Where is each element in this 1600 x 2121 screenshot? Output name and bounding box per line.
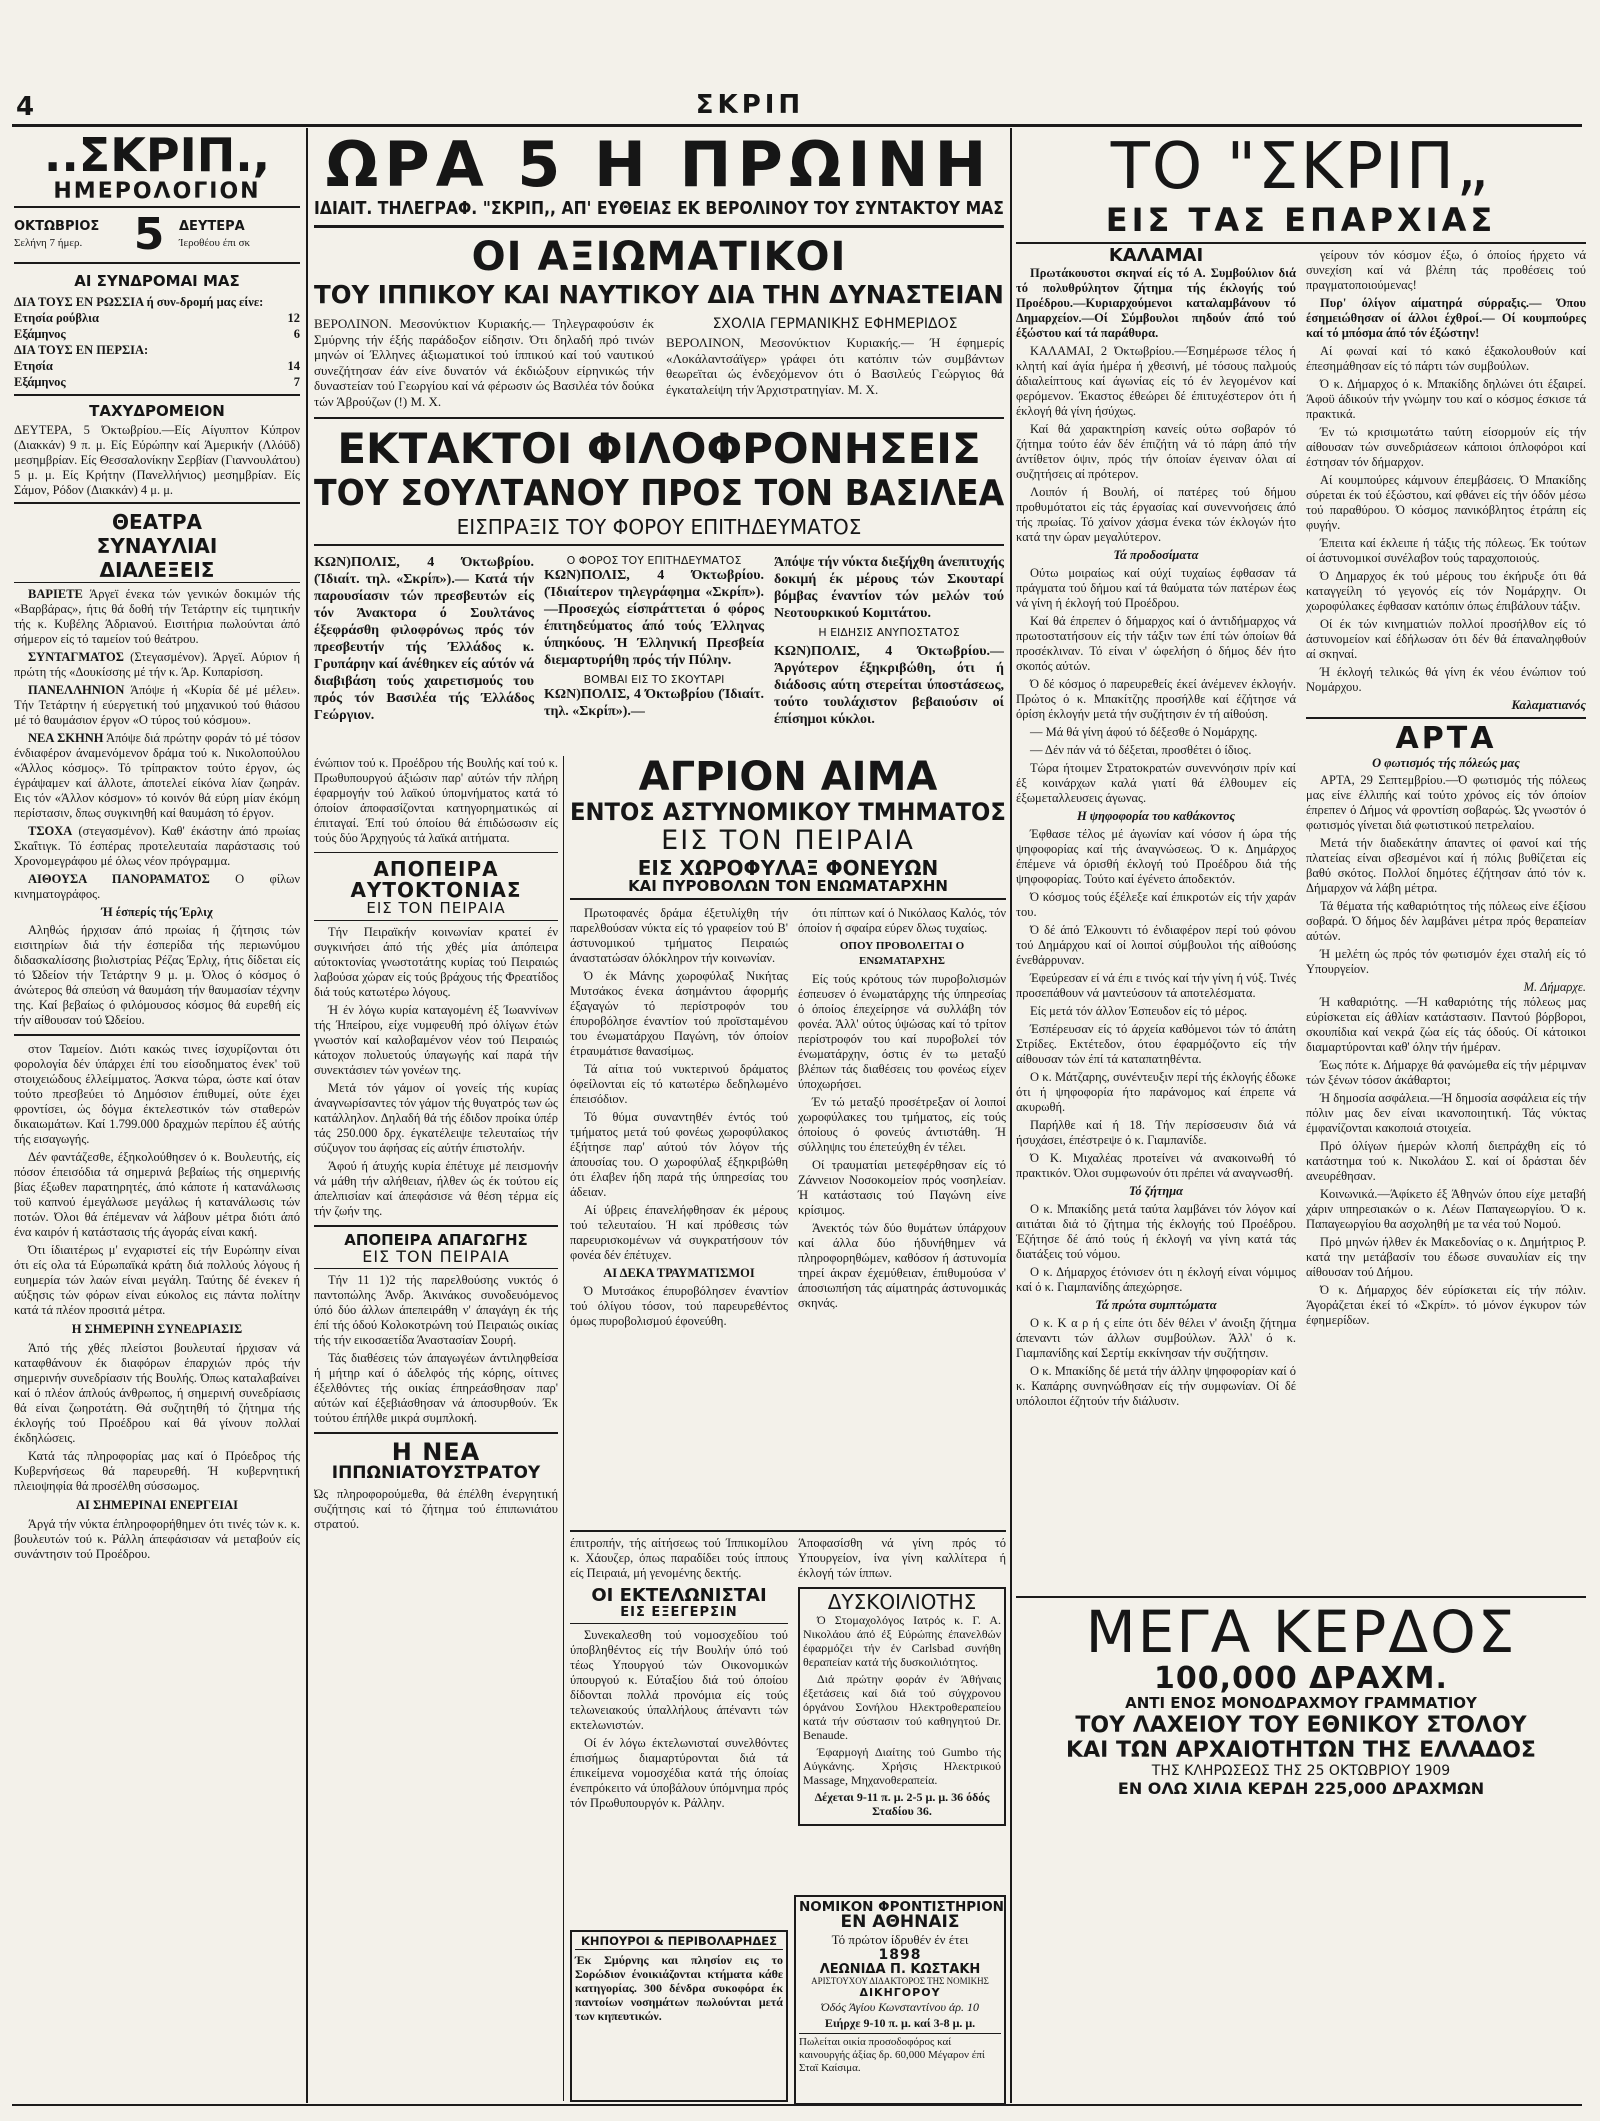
arta-title: ΑΡΤΑ xyxy=(1395,720,1497,756)
calendar-saint: Ίεροθέου έπι σκ xyxy=(179,237,251,250)
abduction-title-2: ΕΙΣ ΤΟΝ ΠΕΙΡΑΙΑ xyxy=(314,1249,558,1270)
col1-continuation: στον Ταμείον. Διότι κακώς τινες ίσχυρίζονται ότι φορολογία δέν ύπάρχει έπί του είσοδηματος ένεκ' τοϋ στοιχειώδους έλλείμματος. Άσκνα τώρα, ώστε καί όταν τούτο πρεσβεύει τό Δημόσιον έπιθυμεί, ούτε έχει φροντίσει, ώς δόγμα έκτελεστικόν τών σταθερών δικαιωμάτων. Καί 1.799.000 δραχμών περίπου έξ αύτής τής εισαγωγής. Δέν φαντάζεσθε, έξηκολούθησεν ό κ. Βουλευτής, είς πόσον έπεισόδια τά σημερινά βεβαίως τής σημερινής βίας έξωθεν παρατηρητές, άπό κάποτε ή κατανάλωσις τοϋ καπνού έμεγάλωσε μεγάλως ή κατανάλωσις τών ποτών. Όλοι θά έπέμεναν νά λάβουν μέτρα διότι άπό ένα καιρόν ή κατάστασις τής άγοράς είναι κακή. Ότι ίδιαιτέρως μ' ενχαριστεί είς τήν Ευρώπην είναι ότι είς ολα τά Εύρωπαϊκά κράτη διά πολλούς λόγους ή ευημερία τών λαών είναι μεγάλη. Ταύτης δέ ένεκεν ή αύξησις τών φόρων είναι εύκολος εις πάντα πολίτην κατά τά πλέον προσιτά μέτρα. Η ΣΗΜΕΡΙΝΗ ΣΥΝΕΔΡΙΑΣΙΣ Άπό τής χθές πλείστοι βουλευταί ήρχισαν νά καταφθάνουν έκ διαφόρων έπαρχιών πρός τήν σημερινήν συνεδρίασιν τής Βουλής. Όπως καταλαβαίνει καί ό πλέον άπλούς άνθρωπος, ή σημερινή συνεδρίασις θά είναι ζωηροτάτη. Θά συζητηθή τό ζήτημα τής έκλογής τού Προέδρου καί θά γίνουν πολλαί έκδηλώσεις. Κατά τάς πληροφορίας μας καί ό Πρόεδρος τής Κυβερνήσεως θά παρευρεθή. Ή κυβερνητική πλειοψηφία θά προσέλθη σύσσωμος. ΑΙ ΣΗΜΕΡΙΝΑΙ ΕΝΕΡΓΕΙΑΙ Άργά τήν νύκτα έπληροφορήθημεν ότι τινές τών κ. κ. βουλευτών τού κ. Ράλλη άπεφάσισαν νά μεταβούν είς συνάντησιν τού Προέδρου. xyxy=(14,1042,300,1562)
center-left-column xyxy=(314,756,558,2106)
section-rule xyxy=(14,1034,300,1036)
law-school-title: ΝΟΜΙΚΟΝ ΦΡΟΝΤΙΣΤΗΡΙΟΝ xyxy=(799,1899,1004,1915)
bottom-rule xyxy=(12,2104,1582,2106)
sultan-left: ΚΩΝ)ΠΟΛΙΣ, 4 Όκτωβρίου. (Ίδιαίτ. τηλ. «Σκρίπ»).— Κατά τήν παρουσίασιν τών πρεσβευτών είς τόν Άνακτορα ό Σουλτάνος έξεφράσθη φιλοφρόνως πρός τόν πρεσβευτήν τής Έλλάδος κ. Γρυπάρην καί άνέθηκεν είς αύτόν νά διαβιβάση τούς χαιρετισμούς του πρός τόν Βασιλέα τής Έλλάδος Γεώργιον. xyxy=(314,555,534,724)
subscriptions-russia-row: Ετησία ρούβλια 12 Εξάμηνος 6 xyxy=(14,311,300,342)
banner-title: ΩΡΑ 5 Η ΠΡΩΙΝΗ xyxy=(325,130,993,201)
difficulty-text: Ό Στομαχολόγος Ιατρός κ. Γ. Α. Νικολάου άπό έξ Εύρώπης έπανελθών έφαρμόζει τήν έν Carlsbad συνήθη θεραπείαν κατά τής δυσκοιλιότητος. Διά πρώτην φοράν έν Άθήναις έξετάσεις καί διά τού σύγχρονου όργάνου Σονήλου Ηλεκτροθεραπείου κατά τήν σύστασιν τού καθηγητού Dr. Benaude. Έφαρμογή Διαίτης τού Gumbo τής Αύγκάνης. Χρήσις Ηλεκτρικού Massage, Μηχανοθεραπεία. Δέχεται 9-11 π. μ. 2-5 μ. μ. 36 όδός Σταδίου 36. xyxy=(803,1613,1001,1818)
hippo-text: Ώς πληροφορούμεθα, θά έπέλθη ένεργητική συζήτησις καί τό ζήτημα τού έπιπωνιάτου στρατού. xyxy=(314,1487,558,1532)
subscriptions-persia-row: Ετησία 14 Εξάμηνος 7 xyxy=(14,358,300,396)
bombs-text: ΚΩΝ)ΠΟΛΙΣ, 4 Όκτωβρίου (Ίδιαίτ. τηλ. «Σκρίπ»).— xyxy=(544,687,764,720)
wild-blood-subtitle-3: ΕΙΣ ΧΩΡΟΦΥΛΑΞ ΦΟΝΕΥΩΝ xyxy=(637,855,939,880)
section-rule xyxy=(1306,717,1586,719)
bombs-title: ΒΟΜΒΑΙ ΕΙΣ ΤΟ ΣΚΟΥΤΑΡΙ xyxy=(583,673,725,687)
energy-title: ΑΙ ΣΗΜΕΡΙΝΑΙ ΕΝΕΡΓΕΙΑΙ xyxy=(76,1498,238,1513)
subscriptions-persia: ΔΙΑ ΤΟΥΣ ΕΝ ΠΕΡΣΙΑ: xyxy=(14,343,149,358)
calendar-moon: Σελήνη 7 ήμερ. xyxy=(14,237,83,250)
sultan-right: Άπόψε τήν νύκτα διεξήχθη άνεπιτυχής δοκιμή έκ μέρους τών Σκουταρί βόμβας έναντίον τών μελών τού Νεοτουρκικού Κομιτάτου. xyxy=(774,555,1004,622)
lottery-amount: 100,000 ΔΡΑΧΜ. xyxy=(1154,1660,1448,1696)
page-number: 4 xyxy=(16,92,35,122)
arta-subtitle: Ο φωτισμός τής πόλεώς μας xyxy=(1372,756,1520,771)
lottery-title: ΜΕΓΑ ΚΕΡΔΟΣ xyxy=(1085,1598,1517,1666)
customs-col3-text: Άποφασίσθη νά γίνη πρός τό Υπουργείον, ίνα γίνη καλλίτερα ή έκλογή τών ίππων. xyxy=(798,1536,1006,1580)
customs-title: ΟΙ ΕΚΤΕΛΩΝΙΣΤΑΙ xyxy=(591,1585,767,1606)
tax-title: Ο ΦΟΡΟΣ ΤΟΥ ΕΠΙΤΗΔΕΥΜΑΤΟΣ xyxy=(566,554,742,568)
lectures-title: ΔΙΑΛΕΞΕΙΣ xyxy=(14,558,300,583)
gardeners-ad xyxy=(570,1930,788,2102)
section-rule xyxy=(570,1530,1006,1532)
calendar-subtitle: ΗΜΕΡΟΛΟΓΙΟΝ xyxy=(14,180,300,208)
officers-right: ΒΕΡΟΛΙΝΟΝ, Μεσονύκτιον Κυριακής.— Ή έφημερίς «Λοκάλαντσάϊγερ» γράφει ότι κατόπιν τών συμβάντων θεωρεϊται ώς ένδεχόμενον ότι ό Βασιλεύς Γεώργιος θά έγκαταλείψη τήν Άρχιστρατηγίαν. Μ. Χ. xyxy=(666,335,1004,397)
hippo-title: Η ΝΕΑ xyxy=(391,1438,481,1467)
difficulty-title: ΔΥΣΚΟΙΛΙΟΤΗΣ xyxy=(827,1590,977,1614)
concerts-title: ΣΥΝΑΥΛΙΑΙ xyxy=(96,534,218,559)
gardeners-title: ΚΗΠΟΥΡΟΙ & ΠΕΡΙΒΟΛΑΡΗΔΕΣ xyxy=(575,1935,783,1950)
lottery-line-4: ΤΗΣ ΚΛΗΡΩΣΕΩΣ ΤΗΣ 25 ΟΚΤΩΒΡΙΟΥ 1909 xyxy=(1151,1763,1451,1780)
officers-subtitle: ΤΟΥ ΙΠΠΙΚΟΥ ΚΑΙ ΝΑΥΤΙΚΟΥ ΔΙΑ ΤΗΝ ΔΥΝΑΣΤΕΙΑΝ xyxy=(314,279,1004,309)
wild-blood-columns xyxy=(570,906,1006,1332)
sultan-columns xyxy=(314,554,1004,728)
col2-text: ένώπιον τού κ. Προέδρου τής Βουλής καί τού κ. Πρωθυπουργού άξιώσιν παρ' αύτών τήν πλήρη έφαρμογήν τού λαϊκού ύπομνήματος κατά τό όποίον άποφασίζονται κατηγορηματικώς αί έπιταγαί. Έπί τού όποίου θά έπιδώσωσιν είς τούς δύο Άρχηγούς τά λαϊκά αιτήματα. xyxy=(314,756,558,845)
kalamai-title: ΚΑΛΑΜΑΙ xyxy=(1108,244,1204,266)
calendar-day: 5 xyxy=(133,209,165,261)
german-press-title: ΣΧΟΛΙΑ ΓΕΡΜΑΝΙΚΗΣ ΕΦΗΜΕΡΙΔΟΣ xyxy=(712,316,958,333)
lottery-line-1: ΑΝΤΙ ΕΝΟΣ ΜΟΝΟΔΡΑΧΜΟΥ ΓΡΑΜΜΑΤΙΟΥ xyxy=(1125,1694,1477,1713)
law-school-sale: Πωλείται οικία προσοδοφόρος καί καινουργής άξίας δρ. 60,000 Μέγαρον έπί Σταϊ Καίσιμα. xyxy=(799,2033,1001,2075)
difficulty-ad xyxy=(798,1587,1006,1826)
debate-title: Τό ζήτημα xyxy=(1128,1183,1184,1198)
officers-title: ΟΙ ΑΞΙΩΜΑΤΙΚΟΙ xyxy=(471,233,847,280)
arta-ref: Μ. Δήμαρχε. xyxy=(1523,980,1586,995)
customs-col2-text: έπιτροπήν, τής αίτήσεως τού Ίππικομίλου κ. Χάουζερ, όπως παραδίδει τούς ίππους είς Πειραιά, μή γενομένης δεκτής. xyxy=(570,1536,788,1580)
wild-blood-subtitle: ΕΝΤΟΣ ΑΣΤΥΝΟΜΙΚΟΥ ΤΜΗΜΑΤΟΣ xyxy=(570,798,1006,826)
suicide-title: ΑΠΟΠΕΙΡΑ xyxy=(373,857,499,881)
tax-subtitle: ΕΙΣΠΡΑΞΙΣ ΤΟΥ ΦΟΡΟΥ ΕΠΙΤΗΔΕΥΜΑΤΟΣ xyxy=(314,517,1004,546)
section-rule xyxy=(314,1225,558,1227)
running-masthead: ΣΚΡΙΠ xyxy=(695,90,805,120)
theatres-title: ΘΕΑΤΡΑ xyxy=(112,510,202,535)
abduction-title: ΑΠΟΠΕΙΡΑ ΑΠΑΓΩΓΗΣ xyxy=(344,1230,528,1249)
kalamai-signature: Καλαματιανός xyxy=(1511,697,1586,712)
calendar-title: ..ΣΚΡΙΠ., xyxy=(43,130,271,182)
session-title: Η ΣΗΜΕΡΙΝΗ ΣΥΝΕΔΡΙΑΣΙΣ xyxy=(71,1322,243,1337)
law-school-text: Τό πρώτον ίδρυθέν έν έτει xyxy=(831,1932,969,1948)
post-title: ΤΑΧΥΔΡΟΜΕΙΟΝ xyxy=(89,402,225,421)
law-school-year: 1898 xyxy=(878,1947,922,1964)
column-rule xyxy=(306,128,308,2103)
suicide-title-2: ΑΥΤΟΚΤΟΝΙΑΣ xyxy=(350,878,522,902)
lottery-line-5: ΕΝ ΟΛΩ ΧΙΛΙΑ ΚΕΡΔΗ 225,000 ΔΡΑΧΜΩΝ xyxy=(1117,1779,1485,1799)
prodosia-title: Τά προδοσίματα xyxy=(1113,547,1199,562)
provinces-subtitle: ΕΙΣ ΤΑΣ ΕΠΑΡΧΙΑΣ xyxy=(1016,204,1586,244)
sultan-subtitle: ΤΟΥ ΣΟΥΛΤΑΝΟΥ ΠΡΟΣ ΤΟΝ ΒΑΣΙΛΕΑ xyxy=(314,473,1004,515)
law-school-address: Όδός Άγίου Κωνσταντίνου άρ. 10 xyxy=(820,1999,980,2014)
column-rule xyxy=(1010,128,1012,2103)
law-school-title-2: ΕΝ ΑΘΗΝΑΙΣ xyxy=(840,1912,960,1933)
calendar-date-box xyxy=(14,208,300,264)
customs-columns xyxy=(570,1536,1006,1826)
hippo-title-2: ΙΠΠΩΝΙΑΤΟΥΣΤΡΑΤΟΥ xyxy=(331,1463,541,1484)
column-rule xyxy=(563,756,564,2101)
abduction-story: Τήν 11 1)2 τής παρελθούσης νυκτός ό παντοπώλης Άνδρ. Άκινάκος συνοδευόμενος ύπό δύο άλλων άπεπειράθη ν' άπαγάγη έκ τής έπί τής όδού Κολοκοτρώνη τού Πειραιώς οικίας τής τήν εικοσαετίδα Άναστασίαν Σουρή. Τάς διαθέσεις τών άπαγωγέων άντιληφθείσα ή μήτηρ καί ό άδελφός τής κόρης, οίτινες έξελθόντες τής οικίας έπηρεάσθησαν παρ' αύτών καί έξεβιάσθησαν νά άποσυρθούν. Έκ τούτου έπήλθε μικρά συμπλοκή. xyxy=(314,1273,558,1426)
unfounded-text: ΚΩΝ)ΠΟΛΙΣ, 4 Όκτωβρίου.—Άργότερον έξηκριβώθη, ότι ή διάδοσις αύτη στερείται ύποστάσεως, τούτο τουλάχιστον βεβαιούσιν οί έπίσημοι κύκλοι. xyxy=(774,644,1004,728)
wild-blood-left: Πρωτοφανές δράμα έξετυλίχθη τήν παρελθούσαν νύκτα είς τό γραφείον τού Β' άστυνομικού τμήματος Πειραιώς άναστατώσαν όλόκληρον τήν κοινωνίαν. Ό έκ Μάνης χωροφύλαξ Νικήτας Μυτσάκος ένεκα άσημάντου άφορμής έξαγαγών τό περίστροφόν του έπυροβόλησε έναντίον τού προϊσταμένου του ένωματάρχου Παγώνη, τόν όποίον έτραυμάτισε θανασίμως. Τά αίτια τού νυκτερινού δράματος όφείλονται είς τό κατωτέρω δεδηλωμένο έπεισόδιον. Τό θύμα συναντηθέν έντός τού τμήματος μετά τού φονέως χωροφύλακος έξήτησε παρ' αύτού τόν λόγον τής άπουσίας του. Ο χωροφύλαξ έξηκριβώθη ότι έλαβεν ήδη παρά τής ύπηρεσίας του άδειαν. Αί ύβρεις έπανελήφθησαν έκ μέρους τού τελευταίου. Ή καί πρόθεσις τών παρευρισκομένων νά συγκρατήσουν τόν φονέα δέν έπέτυχεν. ΑΙ ΔΕΚΑ ΤΡΑΥΜΑΤΙΣΜΟΙ Ό Μυτσάκος έπυροβόλησεν έναντίον τού όλίγου τόσον, τού παρευρεθέντος όμως πυροβολισμού έφονεύθη. xyxy=(570,906,788,1329)
law-school-hours: Ειήρχε 9-10 π. μ. καί 3-8 μ. μ. xyxy=(824,2015,976,2030)
top-rule xyxy=(12,124,1582,127)
kalamai-column: ΚΑΛΑΜΑΙ Πρωτάκουστοι σκηναί είς τό Α. Συμβούλιον διά τό πολυθρύλητον ζήτημα τής έκλογής τού Προέδρου.—Κυριαρχούμενοι καταλαμβάνουν τό Δημαρχείον.—Οί Σύμβουλοι πηδούν άπό τού έξώστου καί τά παράθυρα. ΚΑΛΑΜΑΙ, 2 Όκτωβρίου.—Έσημέρωσε τέλος ή κλητή καί άγία ήμέρα ή χθεσινή, μέ τόσους παλμούς άδιαλείπτους καί άγωνίας είς τό έν λεγομένον καί φερόμενον. Έκαστος έθεώρει δέ έπιτυχέστερον ότι ή έκλογή θά γίνη ήσύχως. Καί θά χαρακτηρίση κανείς ούτω σοβαρόν τό ζήτημα τούτο έάν δέν έπιζήτη νά τό πάρη άπό τήν άντίθετον όψιν, πρός τήν όποίαν έγειναν όλαι αί συζητήσεις αί πρότερον. Λοιπόν ή Βουλή, οί πατέρες τού δήμου προθυμότατοι είς τάς έργασίας καί συνεννοήσεις άπό τής πρωίας. Τό χαίνον χάσμα ένεκα τών έκλογών ήτο κατά την ώραν μεγαλύτερον. Τά προδοσίματα Ούτω μοιραίως καί ούχί τυχαίως έφθασαν τά πράγματα τού δήμου καί τά θαύματα τών πατέρων έως νά γίνη ή έκλογή τού Προέδρου. Καί θά έπρεπεν ό δήμαρχος καί ό άντιδήμαρχος νά πρωτοστατήσουν είς τήν τάξιν των έπί τών όποίων θά προσέκλιναν. Τό είναι ν' ώφελήση ό δήμος δέν ήτο σκοπός αύτών. Ό δέ κόσμος ό παρευρεθείς έκεί άνέμενεν έκλογήν. Πρώτος ό κ. Μπακίτζης προσήλθε καί έζήτησε νά όρίση έκλογήν μετά τήν συζήτησιν έν τή αίθούση. — Μά θά γίνη άφού τό δέξεσθε ό Νομάρχης. — Δέν πάν νά τό δέξεται, προσθέτει ό ίδιος. Τώρα ήτοιμεν Στρατοκρατών συνεννόησιν πρίν καί έξ κοινάρχων καλά γιατί θά έλθουμεν είς έξωμεταλλευσεις άγωνας. Η ψηφοφορία του καθάκοντος Έφθασε τέλος μέ άγωνίαν καί νόσον ή ώρα τής ψηφοφορίας καί τής άναγνώσεως. Ό κ. Δημάρχος έπέμενε νά όρισθή έκλογή τού Προέδρου διά τής ψηφοφορίας. Τούτο καί έγένετο άποδεκτόν. Ό κόσμος τούς έξέλεξε καί έπικροτών είς τήν χαράν του. Ό δέ άπό Έλκουντι τό ένδιαφέρον περί τού φόνου τού Δημάρχου καί οί λοιποί σύμβουλοι τής αίθούσης ένεθάρρυναν. Έφεύρεσαν εί νά έπι ε τινός καί τήν γίνη ή νύξ. Τινές προσεπάθουν νά μαντεύσουν τά αποτελέσματα. Είς μετά τόν άλλον Έσπευδον είς τό μέρος. Έσπέρευσαν είς τό άρχεία καθόμενοι τών τό άπάτη Στρίδες. Εκτέτεδον, ότου έφαρμόζοντο είς τήν αίθουσαν τών έπί τά καταπατηθέντα. Ο κ. Μάτζαρης, συνέντευξιν περί τής έκλογής έδωκε ότι ή ψηφοφορία ήτο παράνομος καί έπρεπε νά ακυρωθή. Παρήλθε καί ή 18. Τήν περίσσευσιν διά νά ήσυχάσει, έπέστρεψε ό κ. Γιαμπανίδε. Ό Κ. Μιχαλέας προτείνει νά ανακοινωθή τό πρακτικόν. Όλοι συμφωνούν ότι πρέπει νά αναγνωσθή. Τό ζήτημα Ο κ. Μπακίδης μετά ταύτα λαμβάνει τόν λόγον καί αιτιάται διά τό ζήτημα τής έκλογής τού Προέδρου. Έζήτησε δέ άπό τούς ή έκλογή να γίνη κατά τάς διατάξεις τού νόμου. Ο κ. Δήμαρχος έτόνισεν ότι η έκλογή είναι νόμιμος καί ό κ. Γιαμπανίδης άπεχώρησε. Τά πρώτα συμπτώματα Ο κ. Κ α ρ ή ς είπε ότι δέν θέλει ν' άνοιξη ζήτημα άπεναντι τών άλλων συμβούλων. Άλλ' ό κ. Γιαμπανίδης καί Σερτίμ εκκίνησαν τήν συζήτησιν. Ο κ. Μπακίδης δέ μετά τήν άλλην ψηφοφορίαν καί ό κ. Καπάρης συνηνώθησαν είς τήν συμφωνίαν. Οί δέ υπόλοιποι έζητούν τήν διάλυσιν. xyxy=(1016,244,1296,1408)
law-school-ad xyxy=(794,1895,1006,2105)
sultan-title: ΕΚΤΑΚΤΟΙ ΦΙΛΟΦΡΟΝΗΣΕΙΣ xyxy=(337,424,981,474)
calendar-weekday: ΔΕΥΤΕΡΑ xyxy=(179,219,245,235)
provinces-right-column: γείρουν τόν κόσμον έξω, ό όποίος ήρχετο νά συνεχίση καί νά βλέπη τάς προθέσεις τού πραγματοποιούμενας! Πυρ' όλίγον αίματηρά σύρραξις.— Όπου έσημειώθησαν οί άλλοι έχθροί.— Οί κουμπούρες καί τό μπόσμα άπό τόν έξώστην! Αί φωναί καί τό κακό έξακολουθούν καί έπεσημάθησαν είς τό πάρτι τών συμβούλων. Ό κ. Δήμαρχος ό κ. Μπακίδης δηλώνει ότι έξαιρεί. Άφοϋ άδικούν τήν γνώμην του καί ο κόσμος έσκισε τά πρακτικά. Έν τώ κρισιμωτάτω ταύτη είσορμούν είς τήν αίθουσαν τών συνεδριάσεων κάποιοι όπλοφόροι καί έστησαν τόν δήμαρχον. Αί κουμπούρες κάμνουν έπεμβάσεις. Ό Μπακίδης σύρεται έκ τού έξώστου, καί φθάνει είς τήν όδόν μέσω τού παραθύρου. Ό κόσμος πανικόβλητος έτράπη είς φυγήν. Έπειτα καί έκλειπε ή τάξις τής πόλεως. Έκ τούτων οί άστυνομικοί συνέλαβον τούς ταραχοποιούς. Ό Δημαρχος έκ τού μέρους του έκήρυξε ότι θά καταγγείλη τό γεγονός είς τόν Νομάρχην. Οι χωροφύλακες έφθασαν κατόπιν όπως έπιβάλουν τάξιν. Οί έκ τών κινηματιών πολλοί προσήλθον είς τό άστυνομείον καί έδήλωσαν ότι δέν θά έπαναληφθούν αί σκηναί. Ή έκλογή τελικώς θά γίνη έκ νέου ένώπιον τού Νομάρχου. Καλαματιανός ΑΡΤΑ Ο φωτισμός τής πόλεώς μας ΑΡΤΑ, 29 Σεπτεμβρίου.—Ό φωτισμός τής πόλεως μας είνε έλλιπής καί τούτο χρόνος είς τόν όποίον έπρεπεν ό Δήμος νά φροντίση σοβαρώς. Ώς γνωστόν ό φωτισμός γίνεται διά φωτιστικού πετρελαίου. Μετά τήν διαδεκάτην άπαντες οί φανοί καί τής πλατείας είναι σβεσμένοι καί ή πόλις βυθίζεται είς βαθύ σκότος. Πολλοί δημότες έζήτησαν άπό τόν κ. Δήμαρχον νά λάβη μέτρα. Τά θέματα τής καθαριότητος τής πόλεως είνε έξίσου σοβαρά. Ό δήμος δέν λαμβάνει μέτρα πρός θεραπείαν αύτών. Ή μελέτη ώς πρός τόν φωτισμόν έχει σταλή είς τό Υπουργείον. Μ. Δήμαρχε. Ή καθαριότης. —Ή καθαριότης τής πόλεως μας εύρίσκεται είς άθλίαν κατάστασιν. Παντού βόρβοροι, σκουπίδια καί νεκρά ζώα είς τάς όδούς. Οί κάτοικοι διαμαρτύρονται καθ' όλην τήν ήμέραν. Έως πότε κ. Δήμαρχε θά φανώμεθα είς τήν μέριμναν τών ξένων τόσον άκάθαρτοι; Ή δημοσία ασφάλεια.—Ή δημοσία ασφάλεια είς τήν πόλιν μας δεν είναι ικανοποιητική. Τάς νύκτας έμφανίζονται κακοποιά στοιχεία. Πρό όλίγων ήμερών κλοπή διεπράχθη είς τό κατάστημα τού κ. Νικολάου Σ. καί οί δράσται δέν ανευρέθησαν. Κοινωνικά.—Άφίκετο έξ Άθηνών όπου είχε μεταβή χάριν υπηρεσιακών ο κ. Λέων Παπαγεωργίου. Ό κ. Παπαγεωργίου θα ασχοληθή με τα νέα τού Νομού. Πρό μηνών ήλθεν έκ Μακεδονίας ο κ. Δημήτριος Ρ. κατά την μετάβασίν του έδωσε συναυλίαν είς την αίθουσαν τού Δήμου. Ό κ. Δήμαρχος δέν εύρίσκεται είς τήν πόλιν. Άγοράζεται έκεί τό «Σκρίπ». τό μόνον έγκυρον τών έφημερίδων. xyxy=(1306,247,1586,1328)
erlich-title: Ή έσπερίς τής Έρλιχ xyxy=(101,905,213,920)
lottery-ad xyxy=(1016,1596,1586,2076)
lottery-line-2: ΤΟΥ ΛΑΧΕΙΟΥ ΤΟΥ ΕΘΝΙΚΟΥ ΣΤΟΛΟΥ xyxy=(1075,1713,1527,1739)
wild-blood-subtitle-4: ΚΑΙ ΠΥΡΟΒΟΛΩΝ ΤΟΝ ΕΝΩΜΑΤΑΡΧΗΝ xyxy=(570,879,1006,901)
vote-title: Η ψηφοφορία του καθάκοντος xyxy=(1076,808,1236,823)
law-school-role-2: ΔΙΚΗΓΟΡΟΥ xyxy=(859,1986,941,2000)
sergeant-title: ΟΠΟΥ ΠΡΟΒΟΛΕΙΤΑΙ Ο ΕΝΩΜΑΤΑΡΧΗΣ xyxy=(839,940,965,968)
customs-subtitle: ΕΙΣ ΕΞΕΓΕΡΣΙΝ xyxy=(570,1606,788,1624)
section-rule xyxy=(314,852,558,853)
lottery-line-3: ΚΑΙ ΤΩΝ ΑΡΧΑΙΟΤΗΤΩΝ ΤΗΣ ΕΛΛΑΔΟΣ xyxy=(1066,1738,1536,1764)
suicide-story: Τήν Πειραϊκήν κοινωνίαν κρατεί έν συγκινήσει άπό τής χθές μία άπόπειρα αύτοκτονίας γνωστοτάτης κυρίας τού Πειραιώς λαβούσα χώραν είς τούς βράχους τής Φρεατίδος διά τούς κατωτέρω λόγους. Ή έν λόγω κυρία καταγομένη έξ Ίωαννίνων τής Ήπείρου, είχε νυμφευθή πρό όλίγων έτών γνωστόν καί καλοβαμένον νέον τού Πειραιώς κάτοχον πολυετούς ύπαγωγής καί παρά τήν συνεκτάσιεν τών γονέων της. Μετά τόν γάμον οί γονείς τής κυρίας άναγνωρίσαντες τόν γάμον τής θυγατρός των ώς κατάλληλον. Δηλαδή θά τής έδιδον προίκα ύπέρ τάς 250.000 δρχ. έγκατέλειψε τελευταίως τήν σύζυγον του άφήσας είς αύτήν έπιστολήν. Άφού ή άτυχής κυρία έπέτυχε μέ πεισμονήν νά μάθη τήν αλήθειαν, ήλθεν ώς έκ τούτου είς άπελπισίαν καί άπεφάσισε νά θέση τέρμα είς τήν ζωήν της. xyxy=(314,924,558,1218)
wild-blood-title: ΑΓΡΙΟΝ ΑΙΜΑ xyxy=(638,756,938,800)
section-rule xyxy=(314,417,1004,419)
unfounded-title: Η ΕΙΔΗΣΙΣ ΑΝΥΠΟΣΤΑΤΟΣ xyxy=(818,626,960,640)
tax-text: ΚΩΝ)ΠΟΛΙΣ, 4 Όκτωβρίου. (Ίδιαίτερον τηλεγράφημα «Σκρίπ»).—Προσεχώς είσπράττεται ό φόρος έπιτηδεύματος άπό τούς Έλληνας ύπηκόους. Ή Έλληνική Πρεσβεία διεμαρτυρήθη πρός τήν Πύλην. xyxy=(544,568,764,669)
provinces-columns xyxy=(1016,244,1586,1412)
subscriptions-title: ΑΙ ΣΥΝΔΡΟΜΑΙ ΜΑΣ xyxy=(74,272,240,291)
banner-subtitle: ΙΔΙΑΙΤ. ΤΗΛΕΓΡΑΦ. "ΣΚΡΙΠ,, ΑΠ' ΕΥΘΕΙΑΣ ΕΚ ΒΕΡΟΛΙΝΟΥ ΤΟΥ ΣΥΝΤΑΚΤΟΥ ΜΑΣ xyxy=(314,200,1004,228)
customs-text: Συνεκαλεσθη τού νομοσχεδίου τού ύποβληθέντος είς τήν Βουλήν ύπό τού τέως Υπουργού τών Οικονομικών ύπουργού κ. Εύταξίου διά τού όποίου δίδονται πολλά προνόμια είς τούς τελωνειακούς ύπαλλήλους άπέναντι τών εκτελωνιστών. Οί έν λόγω έκτελωνισταί συνελθόντες έπισήμως διαμαρτύρονται διά τά έπικείμενα νομοσχέδια κατά τής όποίας ένεπρόκειτο νά ύποβάλουν ύπόμνημα πρός τόν Πρωθυπουργόν κ. Ράλλην. xyxy=(570,1627,788,1810)
gardeners-text: Έκ Σμύρνης και πλησίον εις το Σορώδιον ένοικιάζονται κτήματα κάθε κατηγορίας. 300 δένδρα συκοφόρα έκ παντοίων νοσημάτων πωλούνται μετά των κηπευτικών. xyxy=(575,1953,783,2024)
provinces-title: ΤΟ "ΣΚΡΙΠ„ xyxy=(1110,130,1492,204)
officers-columns xyxy=(314,316,1004,409)
left-column xyxy=(14,130,300,2110)
post-text: ΔΕΥΤΕΡΑ, 5 Όκτωβρίου.—Είς Αίγυπτον Κύπρον (Διακκάν) 9 π. μ. Είς Εύρώπην καί Άμερικήν (Λλόϋδ) μεσημβρίαν. Είς Θεσσαλονίκην Σερβίαν (Γιαννουλάτου) 5 μ. μ. Είς Κρήτην (Πανελλήνιος) μεσημβρίαν. Είς Σάμον, Ρόδον (Διακκάν) 4 μ. μ. xyxy=(14,423,300,504)
first-title: Τά πρώτα συμπτώματα xyxy=(1095,1297,1217,1312)
officers-left: ΒΕΡΟΛΙΝΟΝ. Μεσονύκτιον Κυριακής.— Τηλεγραφούσιν έκ Σμύρνης τήν έξής παράδοξον είδησιν. Ότι δηλαδή πρό τινών μηνών οί Έλληνες άξιωματικοί τού ίππικού καί τού ναυτικού συνεζήτησαν έάν είνε δυνατόν νά έκδιώξουν είρηνικώς τήν δυναστείαν τού Γεωργίου καί νά φέρωσιν ώς Βασιλέα τόν δούκα τών Άβρούζων (!) Μ. Χ. xyxy=(314,316,654,409)
law-school-role: ΑΡΙΣΤΟΥΧΟΥ ΔΙΔΑΚΤΟΡΟΣ ΤΗΣ ΝΟΜΙΚΗΣ xyxy=(811,1976,989,1987)
injuries-title: ΑΙ ΔΕΚΑ ΤΡΑΥΜΑΤΙΣΜΟΙ xyxy=(603,1266,755,1281)
law-school-person: ΛΕΩΝΙΔΑ Π. ΚΩΣΤΑΚΗ xyxy=(819,1961,981,1977)
subscriptions-russia: ΔΙΑ ΤΟΥΣ ΕΝ ΡΩΣΣΙΑ ή συν-δρομή μας είνε: xyxy=(14,295,264,310)
section-rule xyxy=(314,1432,558,1434)
suicide-title-3: ΕΙΣ ΤΟΝ ΠΕΙΡΑΙΑ xyxy=(314,901,558,921)
wild-blood-right: ότι πίπτων καί ό Νικόλαος Καλός, τόν όποίον ή σφαίρα εύρεν δλως τυχαίως. ΟΠΟΥ ΠΡΟΒΟΛΕΙΤΑΙ Ο ΕΝΩΜΑΤΑΡΧΗΣ Είς τούς κρότους τών πυροβολισμών έσπευσεν ό ένωματάρχης τής ύπηρεσίας ό όποίος έπεχείρησε νά συλλάβη τόν φονέα. Άλλ' ούτος ύψώσας καί τό τρίτον περίστροφόν του καί πυροβολεί τόν ένωματάρχην, όστις έν τω μεταξύ βλέπων τάς διαθέσεις του φονέως είχεν ύποχωρήσει. Έν τώ μεταξύ προσέτρεξαν οί λοιποί χωροφύλακες του τμήματος, είς τούς όποίους ό φονεύς άντιστάθη. Ή σύλληψις του έπετεύχθη έν τέλει. Οί τραυματίαι μετεφέρθησαν είς τό Ζάννειον Νοσοκομείον πρός νοσηλείαν. Ή κατάστασις τού Παγώνη είνε κρίσιμος. Άνεκτός τών δύο θυμάτων ύπάρχουν καί άλλα δύο ήδυνήθημεν νά πληροφορηθώμεν, καθόσον ή άστυνομία τηρεί άκραν έχεμύθειαν, έπιθυμούσα ν' άποσιωπήση τάς αίματηράς άστυνομικάς σκηνάς. xyxy=(798,906,1006,1311)
wild-blood-subtitle-2: ΕΙΣ ΤΟΝ ΠΕΙΡΑΙΑ xyxy=(661,825,915,857)
calendar-month: ΟΚΤΩΒΡΙΟΣ xyxy=(14,219,100,235)
right-block xyxy=(1016,130,1586,1570)
theatre-list: ΒΑΡΙΕΤΕ Άργεϊ ένεκα τών γενικών δοκιμών τής «Βαρβάρας», ήτις θά δοθή τήν Τετάρτην είς τιμητικήν τής κ. Κυβέλης Άδριανού. Εισιτήρια πωλούνται άπό σήμερον είς τό ταμείον τού θεάτρου. ΣΥΝΤΑΓΜΑΤΟΣ (Στεγασμένον). Άργεϊ. Αύριον ή πρώτη τής «Δουκίσσης μέ τήν κ. Άρ. Κυπαρίσση. ΠΑΝΕΛΛΗΝΙΟΝ Άπόψε ή «Κυρία δέ μέ μέλει». Τήν Τετάρτην ή εύεργετική τού μηχανικού τού θιάσου μέ τό θαυμάσιον έργον «Ο τύρος τού κόσμου». ΝΕΑ ΣΚΗΝΗ Άπόψε διά πρώτην φοράν τό μέ τόσον ένδιαφέρον άναμενόμενον δράμα τού κ. Νικολοπούλου «Άλλος κόσμος». Τό τρίπρακτον τούτο έργον, ώς έγράψαμεν καί άλλοτε, άποτελεί είκόνα λίαν ζωηράν. Εις τόν «Άλλον κόσμον» τό κοινόν θά εύρη μίαν έκόμη περίστασιν, δπως συγκινηθή καί θαυμάση τό έργον. ΤΣΟΧΑ (στεγασμένον). Καθ' έκάστην άπό πρωίας Σκαΐτιγκ. Τό έσπέρας προτελευταία παράστασις τού Χρονομεγράφου μέ όλως νέον πρόγραμμα. ΑΙΘΟΥΣΑ ΠΑΝΟΡΑΜΑΤΟΣ Ο φίλων κινηματογράφος. Ή έσπερίς τής Έρλιχ Αληθώς ήρχισαν άπό πρωίας ή ζήτησις τών εισιτηρίων διά τήν έσπερίδα τής περιωνύμου διδασκαλίσσης βιολιστρίας Ρέζας Έρλιχ, ήτις δίδεται είς τό Ώδείον τήν Τετάρτην 9 μ. μ. Όλος ό κόσμος ό άνώτερος θά σπεύση νά θαυμάση τήν θαυμασίαν τέχνην της. Καί βεβαίως ό φιλόμουσος κόσμος θά ευρεθή είς τήν αίθουσαν τού Ώδείου. xyxy=(14,587,300,1028)
